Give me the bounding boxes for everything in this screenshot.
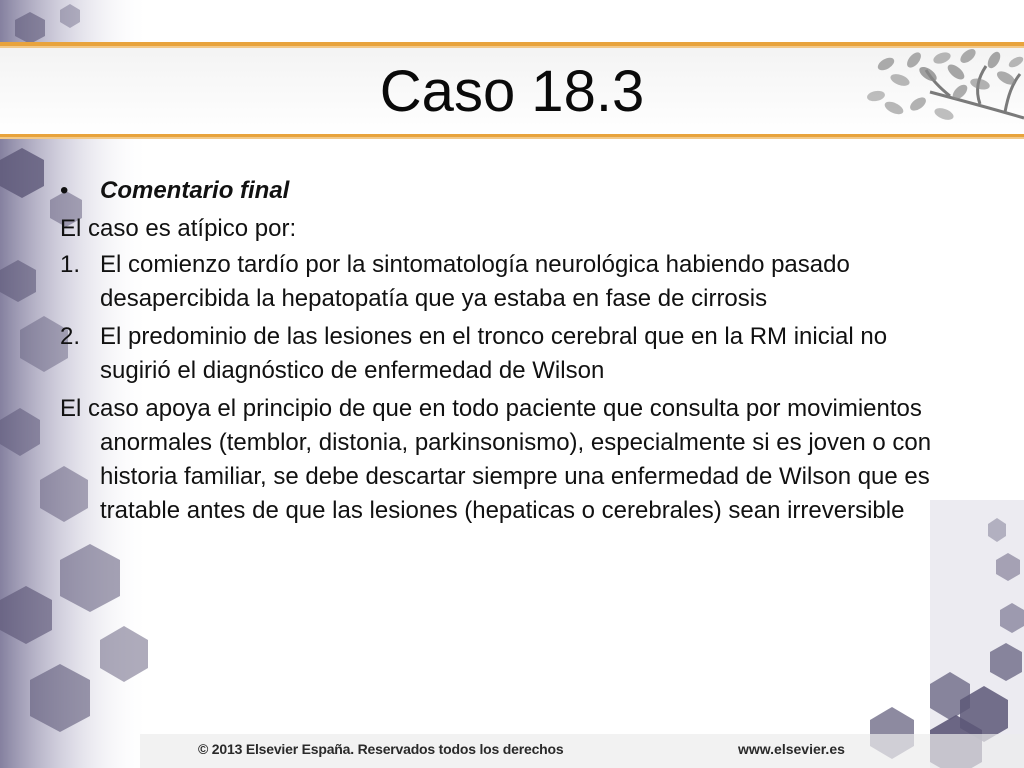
intro-text: El caso es atípico por: [60,215,297,242]
list-item-text: El comienzo tardío por la sintomatología neurológica habiendo pasado desapercibida la hepatopatía que ya estaba en fase de cirrosis [100,251,850,312]
list-item [60,248,960,316]
bullet-icon: • [60,177,69,204]
slide-body [60,174,960,528]
copyright-notice: © 2013 Elsevier España. Reservados todos los derechos [198,741,564,757]
list-item [60,320,960,388]
list-item-text: El predominio de las lesiones en el tronco cerebral que en la RM inicial no sugirió el diagnóstico de enfermedad de Wilson [100,323,888,384]
conclusion-text: El caso apoya el principio de que en todo paciente que consulta por movimientos anormales (temblor, distonia, parkinsonismo), especialmente si es joven o con historia familiar, se debe descartar siempre una enfermedad de Wilson que es tratable antes de que las lesiones (hepaticas o cerebrales) sean irreversible [60,395,932,524]
slide-title: Caso 18.3 [379,59,645,124]
bullet-item [60,174,960,208]
website-link[interactable]: www.elsevier.es [738,741,845,757]
list-marker: 1. [60,251,81,278]
footer [0,736,1024,764]
list-marker: 2. [60,323,81,350]
bullet-heading: Comentario final [100,177,290,204]
